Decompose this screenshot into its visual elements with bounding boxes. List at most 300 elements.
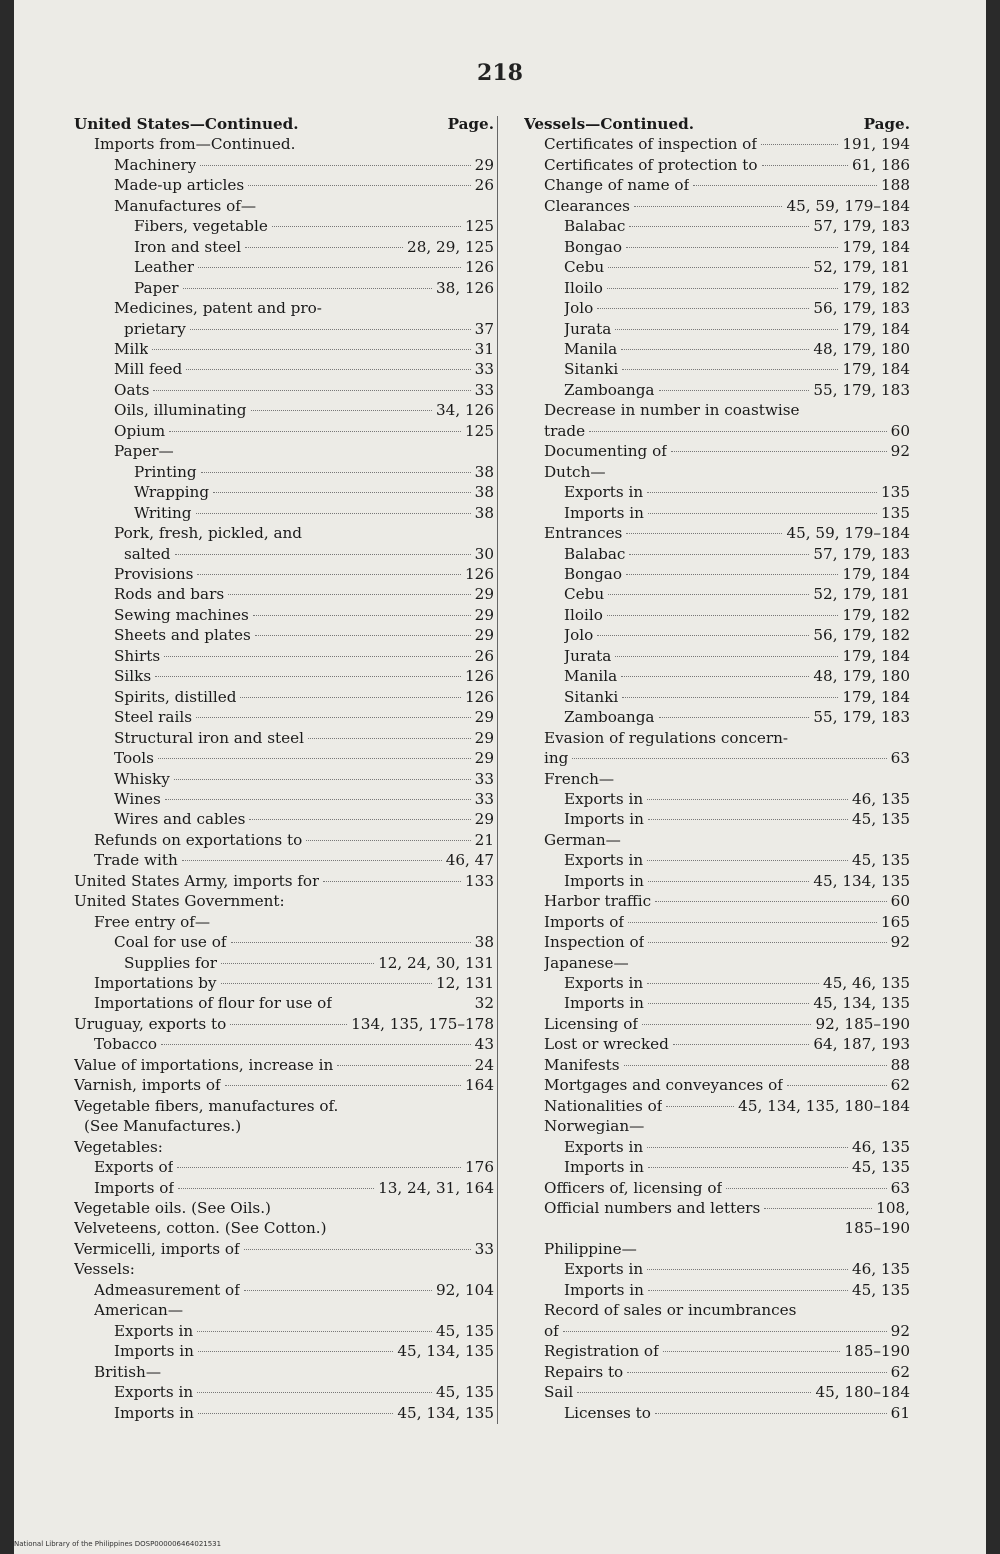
- entry-term: Made-up articles: [114, 176, 245, 195]
- index-entry: [524, 1198, 910, 1218]
- index-entry: [74, 380, 494, 400]
- entry-pages: 125: [465, 217, 494, 236]
- entry-pages: 12, 24, 30, 131: [378, 953, 494, 972]
- index-entry: [74, 400, 494, 420]
- index-entry: [524, 1259, 910, 1279]
- entry-pages: 55, 179, 183: [813, 708, 910, 727]
- entry-pages: 179, 184: [842, 237, 910, 256]
- entry-term: United States Government:: [74, 892, 285, 911]
- leader-dots: [190, 329, 471, 330]
- entry-term: Structural iron and steel: [114, 728, 304, 747]
- scan-footer: National Library of the Philippines DOSP000006464021531: [14, 1540, 222, 1548]
- entry-term: Imports in: [564, 503, 644, 522]
- index-entry: [74, 1239, 494, 1259]
- entry-pages: 92, 104: [436, 1280, 494, 1299]
- leader-dots: [629, 554, 809, 555]
- index-entry: [524, 1321, 910, 1341]
- index-column-right: [524, 114, 910, 1423]
- entry-term: Printing: [134, 462, 197, 481]
- entry-pages: 126: [465, 258, 494, 277]
- entry-term: Manufactures of—: [114, 196, 257, 215]
- index-entry: [524, 748, 910, 768]
- index-entry: [74, 1157, 494, 1177]
- entry-term: Officers of, licensing of: [544, 1178, 723, 1197]
- leader-dots: [628, 922, 877, 923]
- index-entry: [74, 1382, 494, 1402]
- entry-term: Iron and steel: [134, 237, 242, 256]
- entry-term: Supplies for: [124, 953, 217, 972]
- entry-pages: 56, 179, 183: [813, 299, 910, 318]
- leader-dots: [764, 1208, 872, 1209]
- entry-term: Imports in: [564, 994, 644, 1013]
- leader-dots: [607, 288, 839, 289]
- page-number: 218: [477, 60, 523, 86]
- entry-pages: 165: [881, 912, 910, 931]
- entry-pages: 29: [474, 605, 494, 624]
- entry-pages: 57, 179, 183: [813, 544, 910, 563]
- leader-dots: [673, 1044, 810, 1045]
- leader-dots: [196, 513, 471, 514]
- index-entry: [524, 1137, 910, 1157]
- index-entry: [74, 646, 494, 666]
- entry-pages: 176: [465, 1158, 494, 1177]
- entry-pages: 37: [474, 319, 494, 338]
- entry-term: Varnish, imports of: [74, 1076, 221, 1095]
- index-entry: [524, 482, 910, 502]
- leader-dots: [306, 840, 470, 841]
- entry-term: Refunds on exportations to: [94, 830, 303, 849]
- index-entry: [74, 1034, 494, 1054]
- leader-dots: [337, 1065, 470, 1066]
- entry-term: Silks: [114, 667, 152, 686]
- index-entry: [74, 584, 494, 604]
- index-entry: [524, 1382, 910, 1402]
- entry-pages: 92: [890, 1321, 910, 1340]
- entry-term: Balabac: [564, 544, 626, 563]
- entry-pages: 179, 184: [842, 360, 910, 379]
- index-entry: [524, 462, 910, 482]
- leader-dots: [244, 1290, 432, 1291]
- index-entry: [524, 769, 910, 789]
- leader-dots: [228, 594, 471, 595]
- entry-term: Imports in: [114, 1403, 194, 1422]
- index-entry: [524, 134, 910, 154]
- index-entry: [524, 1362, 910, 1382]
- entry-term: Balabac: [564, 217, 626, 236]
- index-entry: [74, 1403, 494, 1423]
- index-entry: [524, 298, 910, 318]
- entry-term: Admeasurement of: [94, 1280, 240, 1299]
- index-entry: [74, 1341, 494, 1361]
- leader-dots: [647, 983, 819, 984]
- entry-pages: 61: [890, 1403, 910, 1422]
- entry-term: Repairs to: [544, 1362, 624, 1381]
- entry-term: Nationalities of: [544, 1096, 663, 1115]
- entry-pages: 126: [465, 667, 494, 686]
- entry-term: Medicines, patent and pro-: [114, 299, 322, 318]
- entry-pages: 45, 134, 135: [397, 1342, 494, 1361]
- index-entry: [524, 564, 910, 584]
- index-entry: [524, 155, 910, 175]
- entry-term: salted: [124, 544, 171, 563]
- entry-pages: 29: [474, 810, 494, 829]
- entry-pages: 32: [474, 994, 494, 1013]
- entry-pages: 60: [890, 421, 910, 440]
- entry-pages: 45, 135: [436, 1383, 494, 1402]
- entry-pages: 45, 135: [852, 810, 910, 829]
- entry-term: Mortgages and conveyances of: [544, 1076, 783, 1095]
- entry-term: Exports in: [564, 483, 644, 502]
- entry-term: Wines: [114, 789, 161, 808]
- leader-dots: [761, 144, 838, 145]
- leader-dots: [659, 390, 810, 391]
- index-entry: [74, 237, 494, 257]
- entry-term: Free entry of—: [94, 912, 211, 931]
- leader-dots: [762, 165, 849, 166]
- entry-pages: 29: [474, 626, 494, 645]
- index-entry: [524, 441, 910, 461]
- leader-dots: [197, 574, 461, 575]
- entry-term: Trade with: [94, 851, 178, 870]
- entry-term: Imports of: [94, 1178, 175, 1197]
- leader-dots: [626, 574, 838, 575]
- leader-dots: [152, 349, 470, 350]
- leader-dots: [634, 206, 783, 207]
- index-entry: [74, 257, 494, 277]
- leader-dots: [177, 1167, 461, 1168]
- index-entry: [74, 1362, 494, 1382]
- entry-pages: 185–190: [844, 1219, 910, 1238]
- entry-term: Sheets and plates: [114, 626, 251, 645]
- index-entry: [524, 1055, 910, 1075]
- leader-dots: [647, 799, 848, 800]
- index-entry: [524, 1239, 910, 1259]
- entry-pages: 126: [465, 687, 494, 706]
- index-entry: [524, 1341, 910, 1361]
- entry-term: Imports in: [114, 1342, 194, 1361]
- entry-pages: 126: [465, 564, 494, 583]
- leader-dots: [622, 369, 838, 370]
- index-entry: [524, 1157, 910, 1177]
- leader-dots: [615, 329, 838, 330]
- entry-term: British—: [94, 1362, 162, 1381]
- entry-pages: 45, 46, 135: [823, 974, 910, 993]
- index-entry: [524, 319, 910, 339]
- leader-dots: [248, 185, 470, 186]
- entry-pages: 28, 29, 125: [407, 237, 494, 256]
- leader-dots: [158, 758, 471, 759]
- entry-term: United States Army, imports for: [74, 871, 320, 890]
- leader-dots: [563, 1331, 887, 1332]
- entry-pages: 33: [474, 769, 494, 788]
- entry-pages: 88: [890, 1055, 910, 1074]
- leader-dots: [245, 247, 403, 248]
- leader-dots: [255, 635, 471, 636]
- leader-dots: [225, 1085, 461, 1086]
- entry-term: Philippine—: [544, 1239, 637, 1258]
- leader-dots: [726, 1188, 887, 1189]
- entry-pages: 45, 180–184: [815, 1383, 910, 1402]
- index-entry: [74, 482, 494, 502]
- entry-term: of: [544, 1321, 559, 1340]
- index-entry: [74, 298, 494, 318]
- entry-pages: 108,: [876, 1199, 910, 1218]
- leader-dots: [655, 1413, 887, 1414]
- entry-term: Wires and cables: [114, 810, 246, 829]
- index-entry: [74, 605, 494, 625]
- entry-term: Imports in: [564, 1158, 644, 1177]
- entry-pages: 13, 24, 31, 164: [378, 1178, 494, 1197]
- entry-pages: 135: [881, 503, 910, 522]
- index-entry: [74, 216, 494, 236]
- entry-term: Oats: [114, 380, 150, 399]
- entry-term: Vegetables:: [74, 1137, 163, 1156]
- index-entry: [524, 1116, 910, 1136]
- index-entry: [74, 953, 494, 973]
- entry-term: Imports of: [544, 912, 625, 931]
- entry-pages: Page.: [863, 115, 910, 133]
- entry-term: Documenting of: [544, 442, 667, 461]
- entry-pages: 29: [474, 708, 494, 727]
- leader-dots: [626, 247, 838, 248]
- index-entry: [74, 544, 494, 564]
- entry-term: Sail: [544, 1383, 574, 1402]
- leader-dots: [655, 901, 887, 902]
- leader-dots: [647, 860, 848, 861]
- entry-term: Steel rails: [114, 708, 192, 727]
- index-entry: [74, 1096, 494, 1116]
- entry-term: Exports in: [564, 851, 644, 870]
- entry-term: Zamboanga: [564, 380, 655, 399]
- index-entry: [524, 1034, 910, 1054]
- leader-dots: [249, 819, 470, 820]
- index-entry: [74, 1116, 494, 1136]
- leader-dots: [693, 185, 877, 186]
- index-entry: [74, 871, 494, 891]
- entry-term: Jolo: [564, 626, 594, 645]
- index-entry: [524, 1096, 910, 1116]
- entry-pages: 34, 126: [436, 401, 494, 420]
- entry-term: Bongao: [564, 237, 623, 256]
- entry-term: Exports in: [114, 1321, 194, 1340]
- entry-term: Fibers, vegetable: [134, 217, 268, 236]
- index-entry: [524, 973, 910, 993]
- entry-term: Entrances: [544, 524, 623, 543]
- entry-pages: 56, 179, 182: [813, 626, 910, 645]
- leader-dots: [787, 1085, 887, 1086]
- entry-term: Exports in: [564, 1260, 644, 1279]
- leader-dots: [671, 451, 887, 452]
- entry-pages: 21: [474, 830, 494, 849]
- leader-dots: [244, 1249, 471, 1250]
- entry-term: Oils, illuminating: [114, 401, 247, 420]
- entry-term: Certificates of inspection of: [544, 135, 757, 154]
- entry-term: Tools: [114, 749, 154, 768]
- leader-dots: [251, 410, 432, 411]
- index-entry: [74, 769, 494, 789]
- entry-pages: 188: [881, 176, 910, 195]
- index-entry: [524, 523, 910, 543]
- index-entry: [524, 1403, 910, 1423]
- entry-pages: 63: [890, 1178, 910, 1197]
- index-entry: [524, 237, 910, 257]
- entry-pages: 45, 135: [436, 1321, 494, 1340]
- entry-pages: 52, 179, 181: [813, 258, 910, 277]
- entry-pages: 179, 184: [842, 564, 910, 583]
- index-entry: [74, 421, 494, 441]
- leader-dots: [323, 881, 461, 882]
- index-entry: [74, 175, 494, 195]
- entry-term: Decrease in number in coastwise: [544, 401, 800, 420]
- index-entry: [74, 1198, 494, 1218]
- entry-pages: 33: [474, 360, 494, 379]
- leader-dots: [648, 881, 809, 882]
- entry-term: Exports in: [564, 1137, 644, 1156]
- entry-term: Uruguay, exports to: [74, 1014, 227, 1033]
- index-entry: [74, 359, 494, 379]
- entry-term: Jolo: [564, 299, 594, 318]
- entry-pages: 185–190: [844, 1342, 910, 1361]
- index-entry: [524, 605, 910, 625]
- entry-term: Japanese—: [544, 953, 629, 972]
- index-entry: [74, 728, 494, 748]
- entry-term: Manila: [564, 339, 618, 358]
- index-entry: [524, 850, 910, 870]
- leader-dots: [607, 615, 839, 616]
- leader-dots: [155, 676, 461, 677]
- index-entry: [74, 339, 494, 359]
- index-entry: [74, 503, 494, 523]
- entry-term: Sewing machines: [114, 605, 249, 624]
- entry-pages: 92, 185–190: [815, 1014, 910, 1033]
- entry-term: Spirits, distilled: [114, 687, 237, 706]
- leader-dots: [231, 942, 471, 943]
- entry-term: United States—Continued.: [74, 115, 299, 133]
- entry-term: Sitanki: [564, 360, 619, 379]
- index-entry: [74, 155, 494, 175]
- entry-pages: 43: [474, 1035, 494, 1054]
- entry-term: Change of name of: [544, 176, 690, 195]
- leader-dots: [253, 615, 471, 616]
- index-entry: [74, 891, 494, 911]
- leader-dots: [196, 717, 471, 718]
- leader-dots: [200, 165, 470, 166]
- entry-pages: 30: [474, 544, 494, 563]
- index-entry: [524, 687, 910, 707]
- entry-pages: 61, 186: [852, 155, 910, 174]
- entry-term: Jurata: [564, 319, 612, 338]
- index-entry: [524, 175, 910, 195]
- entry-pages: 12, 131: [436, 974, 494, 993]
- entry-term: Zamboanga: [564, 708, 655, 727]
- entry-term: Cebu: [564, 258, 605, 277]
- leader-dots: [577, 1392, 811, 1393]
- index-entry: [524, 1178, 910, 1198]
- index-entry: [524, 993, 910, 1013]
- entry-pages: 26: [474, 176, 494, 195]
- leader-dots: [627, 1372, 886, 1373]
- entry-pages: 135: [881, 483, 910, 502]
- entry-pages: 33: [474, 789, 494, 808]
- entry-term: Official numbers and letters: [544, 1199, 761, 1218]
- entry-term: German—: [544, 830, 621, 849]
- entry-pages: 48, 179, 180: [813, 339, 910, 358]
- leader-dots: [186, 369, 470, 370]
- leader-dots: [198, 1413, 393, 1414]
- entry-term: Paper—: [114, 442, 174, 461]
- entry-term: Harbor traffic: [544, 892, 652, 911]
- index-entry: [74, 830, 494, 850]
- leader-dots: [183, 288, 432, 289]
- entry-term: prietary: [124, 319, 186, 338]
- leader-dots: [648, 513, 877, 514]
- leader-dots: [197, 1331, 432, 1332]
- index-entry: [524, 891, 910, 911]
- index-entry: [74, 1300, 494, 1320]
- leader-dots: [198, 267, 461, 268]
- leader-dots: [648, 942, 886, 943]
- index-entry: [524, 1300, 910, 1320]
- entry-pages: 46, 135: [852, 1137, 910, 1156]
- leader-dots: [648, 1003, 809, 1004]
- entry-pages: 29: [474, 749, 494, 768]
- entry-pages: 179, 184: [842, 646, 910, 665]
- index-entry: [524, 400, 910, 420]
- entry-pages: 133: [465, 871, 494, 890]
- entry-pages: 46, 135: [852, 1260, 910, 1279]
- index-entry: [524, 257, 910, 277]
- entry-pages: 33: [474, 380, 494, 399]
- index-entry: [524, 953, 910, 973]
- entry-term: Coal for use of: [114, 933, 227, 952]
- leader-dots: [647, 1147, 848, 1148]
- index-entry: [524, 666, 910, 686]
- leader-dots: [642, 1024, 811, 1025]
- index-entry: [524, 707, 910, 727]
- entry-pages: 179, 182: [842, 278, 910, 297]
- entry-pages: 48, 179, 180: [813, 667, 910, 686]
- entry-term: Importations of flour for use of: [94, 994, 332, 1013]
- index-entry: [74, 1259, 494, 1279]
- entry-pages: 179, 184: [842, 319, 910, 338]
- entry-term: Whisky: [114, 769, 170, 788]
- index-entry: [524, 278, 910, 298]
- index-entry: [74, 912, 494, 932]
- entry-term: Iloilo: [564, 278, 603, 297]
- index-entry: [74, 319, 494, 339]
- leader-dots: [666, 1106, 734, 1107]
- entry-term: ing: [544, 749, 569, 768]
- entry-term: Imports in: [564, 871, 644, 890]
- entry-term: Norwegian—: [544, 1117, 645, 1136]
- index-entry: [524, 871, 910, 891]
- leader-dots: [648, 1290, 848, 1291]
- entry-term: Machinery: [114, 155, 197, 174]
- entry-pages: 45, 59, 179–184: [786, 196, 910, 215]
- index-entry: [74, 1280, 494, 1300]
- entry-pages: 29: [474, 585, 494, 604]
- leader-dots: [647, 1269, 848, 1270]
- entry-pages: 45, 134, 135: [397, 1403, 494, 1422]
- index-entry: [74, 625, 494, 645]
- entry-term: Mill feed: [114, 360, 183, 379]
- entry-pages: 57, 179, 183: [813, 217, 910, 236]
- index-entry: [524, 339, 910, 359]
- index-entry: [74, 114, 494, 134]
- leader-dots: [165, 799, 471, 800]
- index-entry: [74, 462, 494, 482]
- entry-pages: 38: [474, 462, 494, 481]
